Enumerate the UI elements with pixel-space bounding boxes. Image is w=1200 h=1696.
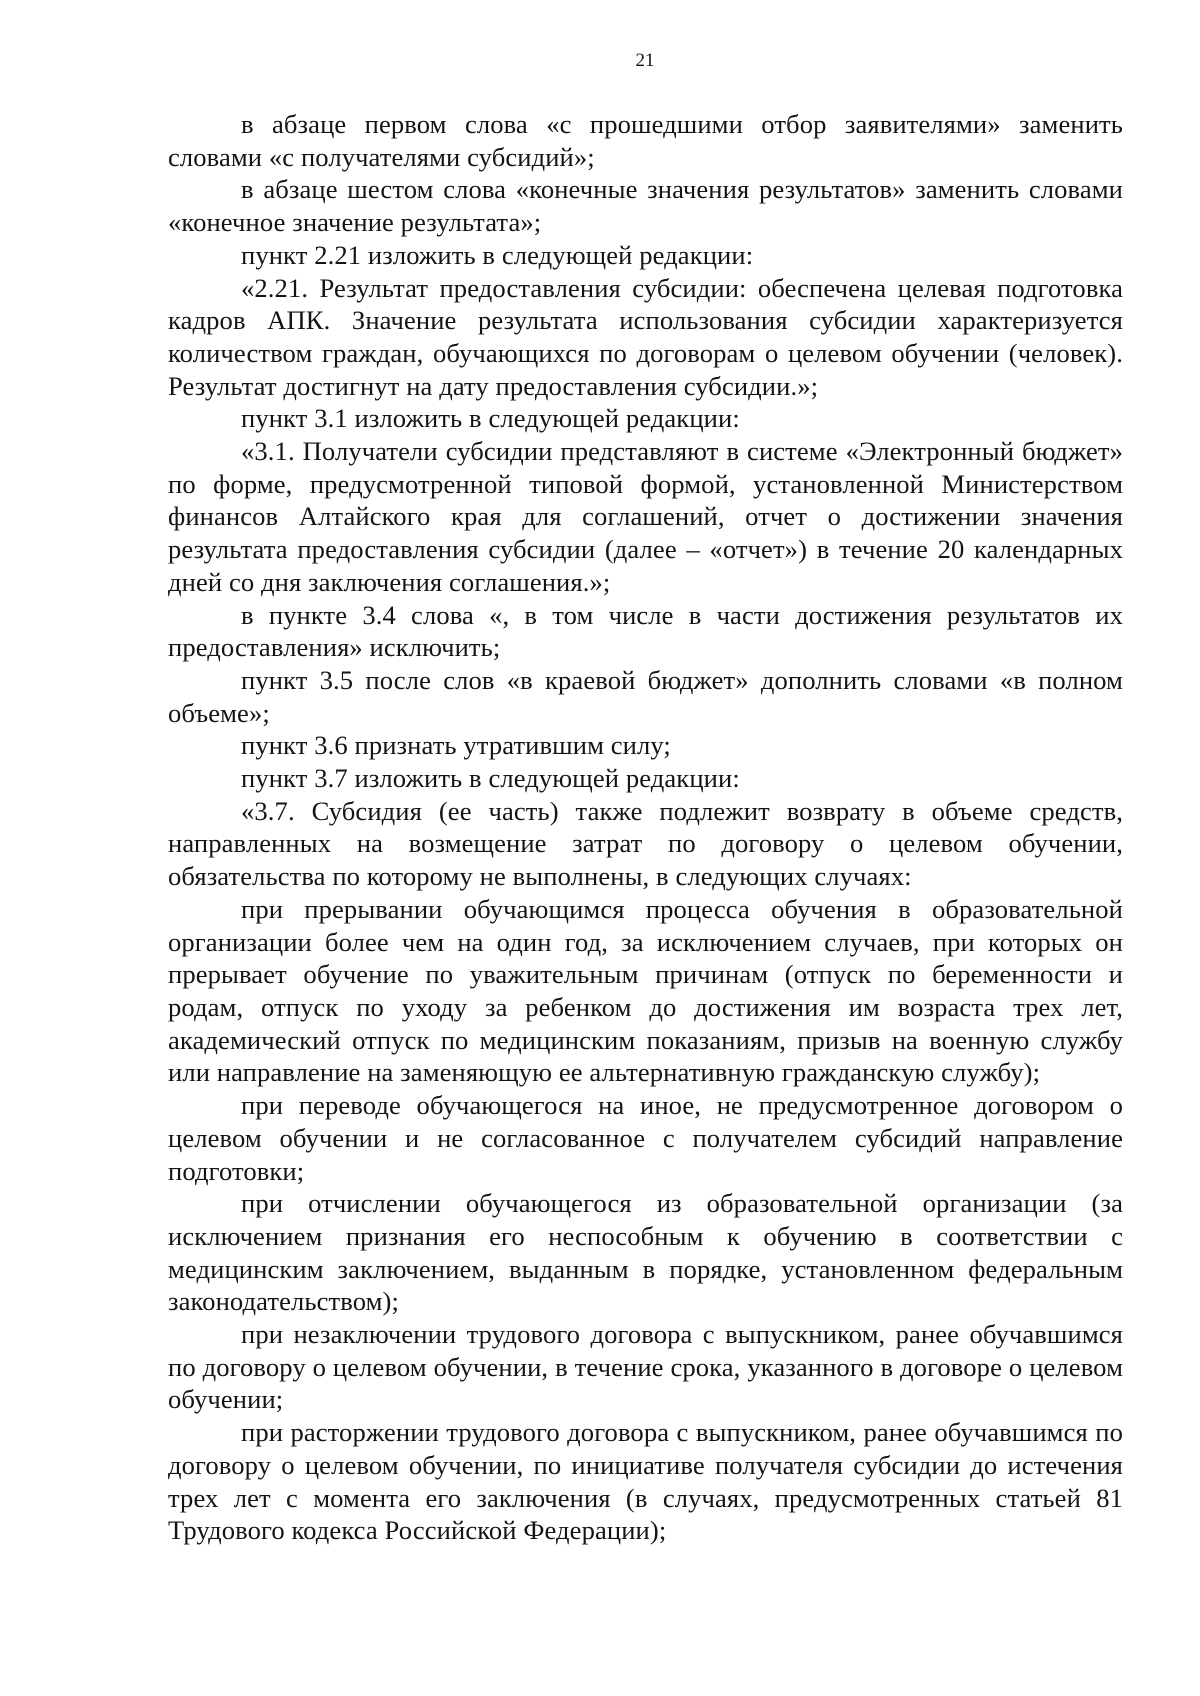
paragraph: при отчислении обучающегося из образовательной организации (за исключением признания его неспособным к обучению в соответствии с медицинским заключением, выданным в порядке, установленном федеральным законодательством);: [168, 1188, 1123, 1317]
paragraph: при прерывании обучающимся процесса обучения в образовательной организации более чем на один год, за исключением случаев, при которых он прерывает обучение по уважительным причинам (отпуск по беременности и родам, отпуск по уходу за ребенком до достижения им возраста трех лет, академический отпуск по медицинским показаниям, призыв на военную службу или направление на заменяющую ее альтернативную гражданскую службу);: [168, 893, 1123, 1088]
paragraph: «3.7. Субсидия (ее часть) также подлежит возврату в объеме средств, направленных на возмещение затрат по договору о целевом обучении, обязательства по которому не выполнены, в следующих случаях:: [168, 795, 1123, 892]
paragraph: пункт 3.6 признать утратившим силу;: [241, 730, 671, 761]
page-number: 21: [635, 50, 655, 71]
paragraph: при переводе обучающегося на иное, не предусмотренное договором о целевом обучении и не согласованное с получателем субсидий направление подготовки;: [168, 1090, 1123, 1186]
paragraph: в пункте 3.4 слова «, в том числе в части достижения результатов их предоставления» исключить;: [168, 599, 1123, 663]
paragraph: при незаключении трудового договора с выпускником, ранее обучавшимся по договору о целевом обучении, в течение срока, указанного в договоре о целевом обучении;: [168, 1319, 1123, 1415]
paragraph: пункт 3.1 изложить в следующей редакции:: [241, 403, 740, 434]
document-body: [168, 108, 1123, 1547]
paragraph: «3.1. Получатели субсидии представляют в системе «Электронный бюджет» по форме, предусмотренной типовой формой, установленной Министерством финансов Алтайского края для соглашений, отчет о достижении значения результата предоставления субсидии (далее – «отчет») в течение 20 календарных дней со дня заключения соглашения.»;: [168, 436, 1123, 597]
paragraph: пункт 3.5 после слов «в краевой бюджет» дополнить словами «в полном объеме»;: [168, 664, 1123, 728]
paragraph: в абзаце первом слова «с прошедшими отбор заявителями» заменить словами «с получателями субсидий»;: [168, 109, 1123, 172]
paragraph: в абзаце шестом слова «конечные значения результатов» заменить словами «конечное значение результата»;: [168, 174, 1123, 238]
paragraph: при расторжении трудового договора с выпускником, ранее обучавшимся по договору о целевом обучении, по инициативе получателя субсидии до истечения трех лет с момента его заключения (в случаях, предусмотренных статьей 81 Трудового кодекса Российской Федерации);: [168, 1417, 1123, 1546]
paragraph: «2.21. Результат предоставления субсидии: обеспечена целевая подготовка кадров АПК. Значение результата использования субсидии характеризуется количеством граждан, обучающихся по договорам о целевом обучении (человек). Результат достигнут на дату предоставления субсидии.»;: [168, 272, 1123, 401]
paragraph: пункт 2.21 изложить в следующей редакции:: [241, 239, 754, 270]
paragraph: пункт 3.7 изложить в следующей редакции:: [241, 763, 740, 794]
